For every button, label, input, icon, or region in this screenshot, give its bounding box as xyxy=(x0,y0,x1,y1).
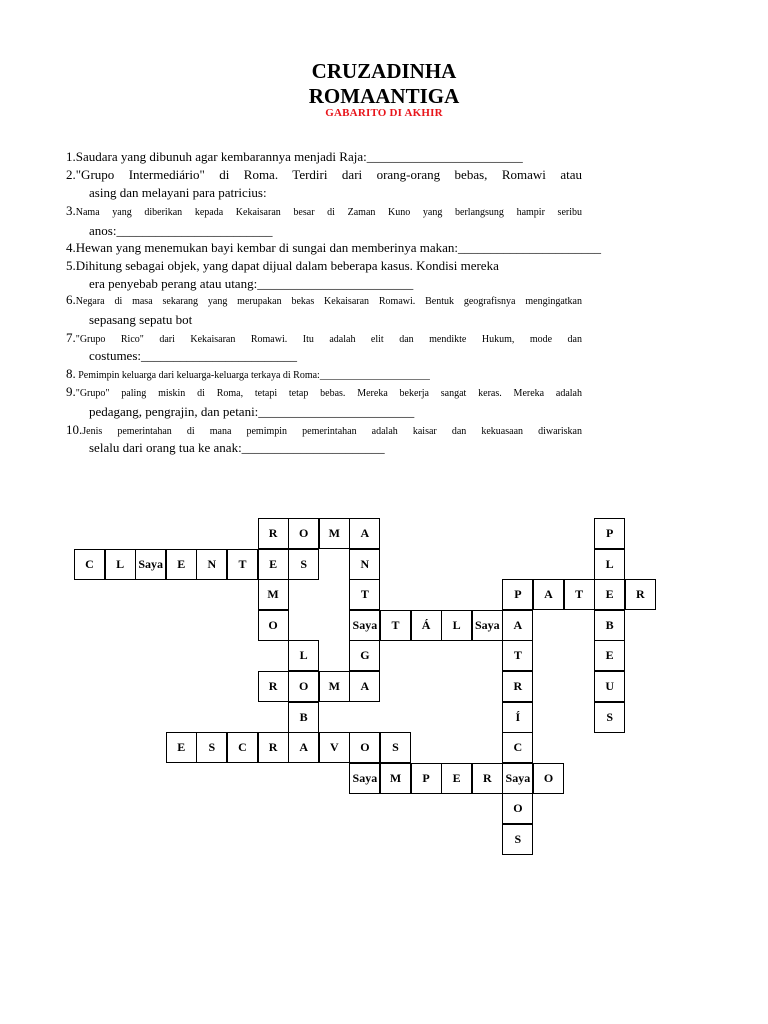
question-text: "Grupo Intermediário" di Roma. Terdiri dari orang-orang bebas, Romawi atau xyxy=(75,167,582,182)
crossword-cell[interactable]: V xyxy=(319,732,350,763)
crossword-cell[interactable]: N xyxy=(196,549,227,580)
crossword-cell[interactable]: S xyxy=(380,732,411,763)
crossword-cell[interactable]: A xyxy=(502,610,533,641)
crossword-cell[interactable]: E xyxy=(441,763,472,794)
question-text: Jenis pemerintahan di mana pemimpin pemerintahan adalah kaisar dan kekuasaan diwariskan xyxy=(82,426,582,437)
crossword-cell[interactable]: T xyxy=(227,549,258,580)
crossword-cell[interactable]: M xyxy=(319,518,350,549)
crossword-cell[interactable]: O xyxy=(533,763,564,794)
page-title-line2: ROMAANTIGA xyxy=(308,84,460,108)
crossword-cell[interactable]: N xyxy=(349,549,380,580)
crossword-cell[interactable]: E xyxy=(166,549,197,580)
crossword-cell[interactable]: U xyxy=(594,671,625,702)
crossword-cell[interactable]: E xyxy=(258,549,289,580)
question-text: Negara di masa sekarang yang merupakan bekas Kekaisaran Romawi. Bentuk geografisnya mengingatkan xyxy=(75,296,582,307)
crossword-cell[interactable]: P xyxy=(594,518,625,549)
crossword-cell[interactable]: O xyxy=(288,518,319,549)
crossword-cell[interactable]: Á xyxy=(411,610,442,641)
crossword-cell[interactable]: Saya xyxy=(135,549,166,580)
question-5-continued: era penyebab perang atau utang:________________________ xyxy=(89,276,414,291)
crossword-cell[interactable]: A xyxy=(349,518,380,549)
crossword-cell[interactable]: M xyxy=(319,671,350,702)
question-10: 10.Jenis pemerintahan di mana pemimpin pemerintahan adalah kaisar dan kekuasaan diwariskan xyxy=(66,422,582,437)
crossword-cell[interactable]: B xyxy=(594,610,625,641)
question-9: 9."Grupo" paling miskin di Roma, tetapi tetap bebas. Mereka bekerja sangat keras. Mereka adalah xyxy=(66,384,582,399)
crossword-cell[interactable]: G xyxy=(349,640,380,671)
crossword-cell[interactable]: Saya xyxy=(349,610,380,641)
crossword-cell[interactable]: Saya xyxy=(472,610,503,641)
crossword-cell[interactable]: L xyxy=(594,549,625,580)
question-1: 1.Saudara yang dibunuh agar kembarannya menjadi Raja:________________________ xyxy=(66,149,523,164)
crossword-cell[interactable]: L xyxy=(288,640,319,671)
crossword-cell[interactable]: R xyxy=(258,671,289,702)
crossword-cell[interactable]: Saya xyxy=(502,763,533,794)
crossword-cell[interactable]: O xyxy=(349,732,380,763)
crossword-cell[interactable]: O xyxy=(258,610,289,641)
crossword-cell[interactable]: O xyxy=(288,671,319,702)
crossword-cell[interactable]: R xyxy=(258,518,289,549)
crossword-cell[interactable]: E xyxy=(166,732,197,763)
question-text: Pemimpin keluarga dari keluarga-keluarga terkaya di Roma:______________________ xyxy=(75,370,430,381)
question-5: 5.Dihitung sebagai objek, yang dapat dijual dalam beberapa kasus. Kondisi mereka xyxy=(66,258,499,273)
question-text: Nama yang diberikan kepada Kekaisaran besar di Zaman Kuno yang berlangsung hampir seribu xyxy=(75,207,582,218)
crossword-cell[interactable]: A xyxy=(533,579,564,610)
crossword-cell[interactable]: T xyxy=(502,640,533,671)
question-text: Hewan yang menemukan bayi kembar di sungai dan memberinya makan:______________________ xyxy=(75,240,602,255)
crossword-cell[interactable]: Saya xyxy=(349,763,380,794)
answer-key-note: GABARITO DI AKHIR xyxy=(325,107,443,119)
page-title: CRUZADINHA xyxy=(311,59,457,83)
question-7: 7."Grupo Rico" dari Kekaisaran Romawi. Itu adalah elit dan mendikte Hukum, mode dan xyxy=(66,330,582,345)
crossword-cell[interactable]: R xyxy=(502,671,533,702)
question-7-continued: costumes:________________________ xyxy=(89,348,297,363)
question-text: "Grupo" paling miskin di Roma, tetapi tetap bebas. Mereka bekerja sangat keras. Mereka adalah xyxy=(75,388,582,399)
crossword-cell[interactable]: M xyxy=(258,579,289,610)
crossword-cell[interactable]: A xyxy=(349,671,380,702)
crossword-cell[interactable]: T xyxy=(380,610,411,641)
question-10-continued: selalu dari orang tua ke anak:______________________ xyxy=(89,440,385,455)
question-9-continued: pedagang, pengrajin, dan petani:________________________ xyxy=(89,404,415,419)
question-8: 8. Pemimpin keluarga dari keluarga-keluarga terkaya di Roma:______________________ xyxy=(66,366,430,381)
crossword-cell[interactable]: C xyxy=(227,732,258,763)
crossword-cell[interactable]: S xyxy=(502,824,533,855)
question-text: Saudara yang dibunuh agar kembarannya menjadi Raja:________________________ xyxy=(75,149,523,164)
crossword-cell[interactable]: O xyxy=(502,793,533,824)
question-3: 3.Nama yang diberikan kepada Kekaisaran besar di Zaman Kuno yang berlangsung hampir seribu xyxy=(66,203,582,218)
crossword-cell[interactable]: R xyxy=(472,763,503,794)
crossword-cell[interactable]: P xyxy=(411,763,442,794)
crossword-cell[interactable]: L xyxy=(105,549,136,580)
crossword-cell[interactable]: C xyxy=(502,732,533,763)
question-text: "Grupo Rico" dari Kekaisaran Romawi. Itu adalah elit dan mendikte Hukum, mode dan xyxy=(75,334,582,345)
crossword-cell[interactable]: E xyxy=(594,640,625,671)
crossword-cell[interactable]: R xyxy=(625,579,656,610)
crossword-cell[interactable]: T xyxy=(564,579,595,610)
crossword-cell[interactable]: T xyxy=(349,579,380,610)
crossword-cell[interactable]: S xyxy=(196,732,227,763)
question-2: 2."Grupo Intermediário" di Roma. Terdiri dari orang-orang bebas, Romawi atau xyxy=(66,167,582,182)
question-2-continued: asing dan melayani para patricius: xyxy=(89,185,267,200)
crossword-cell[interactable]: P xyxy=(502,579,533,610)
crossword-cell[interactable]: S xyxy=(594,702,625,733)
crossword-cell[interactable]: A xyxy=(288,732,319,763)
crossword-cell[interactable]: R xyxy=(258,732,289,763)
question-6: 6.Negara di masa sekarang yang merupakan bekas Kekaisaran Romawi. Bentuk geografisnya mengingatkan xyxy=(66,292,582,307)
question-6-continued: sepasang sepatu bot xyxy=(89,312,193,327)
question-text: Dihitung sebagai objek, yang dapat dijual dalam beberapa kasus. Kondisi mereka xyxy=(75,258,499,273)
crossword-cell[interactable]: M xyxy=(380,763,411,794)
crossword-cell[interactable]: L xyxy=(441,610,472,641)
crossword-cell[interactable]: S xyxy=(288,549,319,580)
crossword-cell[interactable]: Í xyxy=(502,702,533,733)
crossword-cell[interactable]: C xyxy=(74,549,105,580)
crossword-cell[interactable]: E xyxy=(594,579,625,610)
question-4: 4.Hewan yang menemukan bayi kembar di sungai dan memberinya makan:______________________ xyxy=(66,240,602,255)
question-3-continued: anos:________________________ xyxy=(89,223,273,238)
crossword-cell[interactable]: B xyxy=(288,702,319,733)
